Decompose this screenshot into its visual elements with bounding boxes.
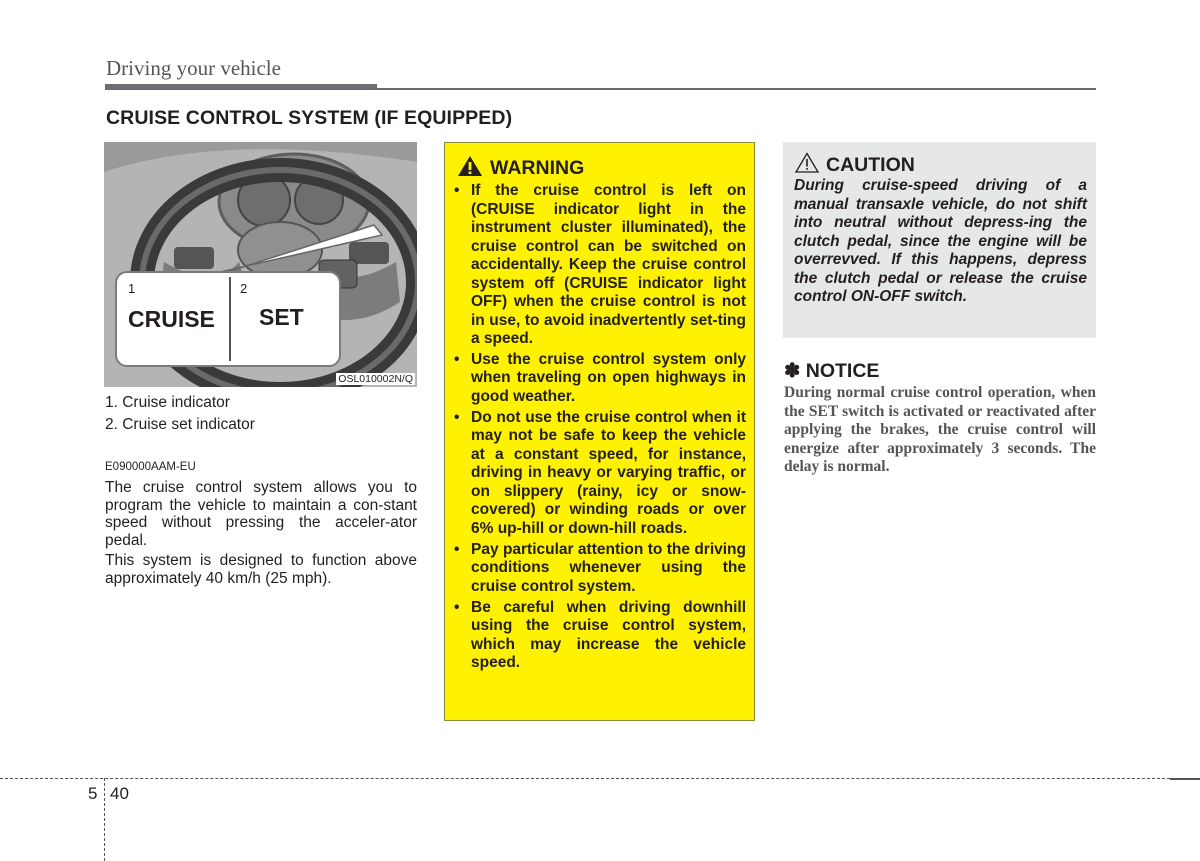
warning-title: WARNING [490,157,585,179]
warning-item [454,541,746,597]
page-number: 40 [110,784,129,803]
caption-item: 2. Cruise set indicator [105,416,255,433]
notice-title: ✽ NOTICE [784,360,880,382]
bullet: • [454,182,460,199]
callout-divider [229,277,231,361]
caution-box [783,142,1096,338]
warning-header [457,155,584,182]
warning-item [454,409,746,539]
header-rule-accent [105,84,377,90]
warning-item [454,599,746,673]
chapter-number: 5 [88,784,98,803]
notice-text: During normal cruise control operation, when the SET switch is activated or reactivated after applying the brakes, the cruise control will energize after approximately 3 seconds. The delay is normal. [784,384,1096,476]
caution-header [795,152,915,178]
footer-divider [104,778,105,861]
caution-text: During cruise-speed driving of a manual transaxle vehicle, do not shift into neutral without depress-ing the clutch pedal, since the engine will be overrevved. If this happens, depress the clutch pedal or release the cruise control ON-OFF switch. [794,177,1087,305]
caution-title: CAUTION [826,153,915,176]
bullet: • [454,540,460,558]
figure-code: OSL010002N/Q [338,373,413,385]
warning-list [454,182,746,675]
warning-triangle-icon [457,155,483,182]
body-paragraph: This system is designed to function above approximately 40 km/h (25 mph). [105,552,417,587]
steering-wheel-illustration [104,142,417,387]
section-title: CRUISE CONTROL SYSTEM (IF EQUIPPED) [106,107,513,129]
footer-rule [0,778,1200,779]
warning-item [454,182,746,349]
reference-code: E090000AAM-EU [105,461,196,473]
warning-item-text: Use the cruise control system only when traveling on open highways in good weather. [471,350,746,405]
caption-item: 1. Cruise indicator [105,394,230,411]
warning-item-text: Pay particular attention to the driving conditions whenever using the cruise control system. [471,540,746,595]
warning-box [444,142,755,721]
set-indicator-label: SET [259,304,304,330]
body-paragraph: The cruise control system allows you to program the vehicle to maintain a con-stant speed without pressing the acceler-ator pedal. [105,479,417,549]
callout-number-1: 1 [128,281,136,296]
chapter-title: Driving your vehicle [106,56,281,80]
bullet: • [454,598,460,616]
callout-number-2: 2 [240,281,248,296]
warning-item-text: Do not use the cruise control when it may not be safe to keep the vehicle at a constant speed, for instance, driving in heavy or varying traffic, or on slippery (rainy, icy or snow-covered) or winding roads or over 6% up-hill or down-hill roads. [471,408,746,537]
bullet: • [454,350,460,368]
warning-item [454,351,746,407]
caution-triangle-icon [795,152,819,178]
cruise-indicator-label: CRUISE [128,306,215,332]
bullet: • [454,408,460,426]
indicator-callout [115,271,341,367]
warning-item-text: Be careful when driving downhill using the cruise control system, which may increase the vehicle speed. [471,598,746,672]
warning-item-text: If the cruise control is left on (CRUISE indicator light in the instrument cluster illuminated), the cruise control can be switched on accidentally. Keep the cruise control system off (CRUISE indicator light OFF) when the cruise control is not in use, to avoid inadvertently set-ting a speed. [471,182,746,347]
footer-rule-end [1170,778,1200,780]
